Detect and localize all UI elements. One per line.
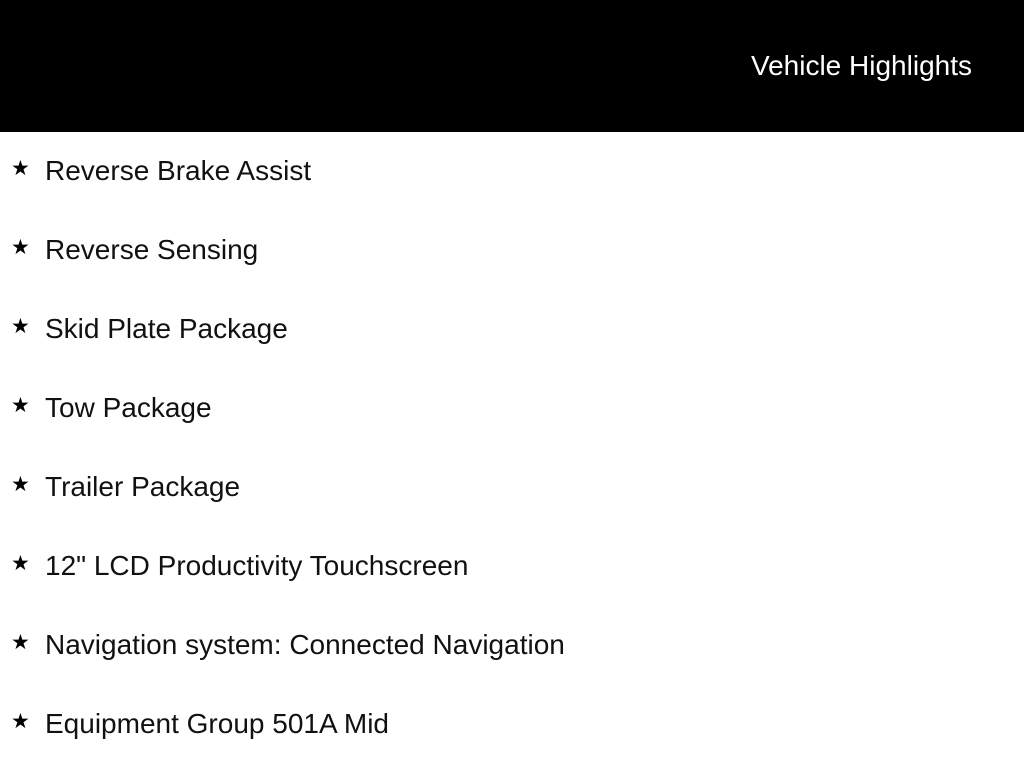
highlight-label: Tow Package	[45, 392, 212, 423]
star-icon: ★	[11, 631, 30, 654]
list-item	[0, 606, 1024, 685]
list-item	[0, 448, 1024, 527]
star-icon: ★	[11, 236, 30, 259]
star-icon: ★	[11, 157, 30, 180]
star-icon: ★	[11, 710, 30, 733]
highlight-label: Equipment Group 501A Mid	[45, 708, 389, 739]
highlight-label: Skid Plate Package	[45, 313, 288, 344]
highlights-list	[0, 132, 1024, 764]
page-header	[0, 0, 1024, 132]
list-item	[0, 369, 1024, 448]
star-icon: ★	[11, 394, 30, 417]
highlight-label: Navigation system: Connected Navigation	[45, 629, 565, 660]
star-icon: ★	[11, 315, 30, 338]
list-item	[0, 685, 1024, 764]
list-item	[0, 527, 1024, 606]
highlight-label: Trailer Package	[45, 471, 241, 502]
star-icon: ★	[11, 552, 30, 575]
star-icon: ★	[11, 473, 30, 496]
highlight-label: 12" LCD Productivity Touchscreen	[45, 550, 469, 581]
page-title: Vehicle Highlights	[750, 50, 972, 81]
list-item	[0, 132, 1024, 211]
list-item	[0, 211, 1024, 290]
list-item	[0, 290, 1024, 369]
highlight-label: Reverse Sensing	[45, 234, 259, 265]
highlight-label: Reverse Brake Assist	[45, 155, 312, 186]
